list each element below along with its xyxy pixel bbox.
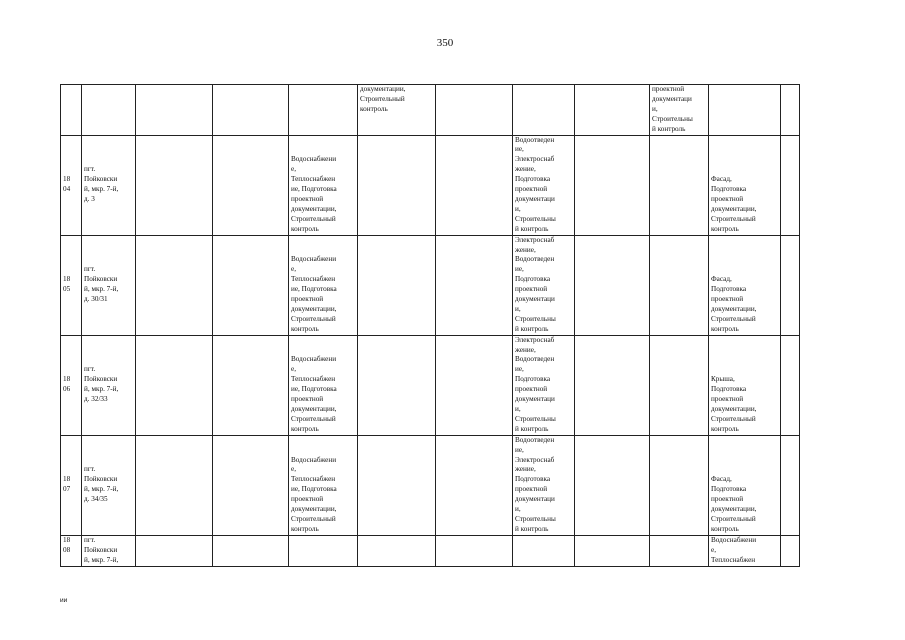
- table-cell: [781, 135, 800, 235]
- table-cell: [436, 85, 513, 136]
- table-cell: [781, 235, 800, 335]
- table-cell: [650, 435, 709, 535]
- table-cell: [213, 335, 289, 435]
- table-row: [61, 335, 800, 435]
- table-cell: [513, 535, 575, 566]
- address-cell: пгт. Пойковски й, мкр. 7-й, д. 32/33: [82, 335, 136, 435]
- row-number: 18 05: [61, 235, 82, 335]
- table-cell: [436, 135, 513, 235]
- table-cell: [213, 235, 289, 335]
- row-number: 18 07: [61, 435, 82, 535]
- table-cell: [781, 535, 800, 566]
- works-cell: Водоотведен ие, Электроснаб жение, Подготовка проектной документаци и, Строительны й контроль: [513, 435, 575, 535]
- table-cell: [136, 535, 213, 566]
- works-cell: Фасад, Подготовка проектной документации, Строительный контроль: [709, 135, 781, 235]
- works-cell: Фасад, Подготовка проектной документации, Строительный контроль: [709, 435, 781, 535]
- table-row: [61, 235, 800, 335]
- table-cell: [213, 435, 289, 535]
- table-cell: [436, 535, 513, 566]
- address-cell: пгт. Пойковски й, мкр. 7-й, д. 34/35: [82, 435, 136, 535]
- page-number: 350: [436, 37, 454, 49]
- table-cell: [575, 535, 650, 566]
- table-cell: [650, 535, 709, 566]
- table-cell: [358, 535, 436, 566]
- works-cell: Фасад, Подготовка проектной документации, Строительный контроль: [709, 235, 781, 335]
- works-cell: Водоснабжени е, Теплоснабжен: [709, 535, 781, 566]
- row-number: 18 06: [61, 335, 82, 435]
- table-cell: [650, 335, 709, 435]
- table-cell: [289, 85, 358, 136]
- table-cell: [213, 135, 289, 235]
- works-cell: Водоснабжени е, Теплоснабжен ие, Подготовка проектной документации, Строительный контроль: [289, 435, 358, 535]
- table-row: [61, 135, 800, 235]
- address-cell: пгт. Пойковски й, мкр. 7-й, д. 30/31: [82, 235, 136, 335]
- table-cell: [358, 335, 436, 435]
- table-row: [61, 85, 800, 136]
- table-cell: проектной документаци и, Строительны й контроль: [650, 85, 709, 136]
- table-cell: [136, 335, 213, 435]
- table-cell: [136, 235, 213, 335]
- table-cell: [436, 435, 513, 535]
- table-cell: [136, 435, 213, 535]
- works-cell: Крыша, Подготовка проектной документации, Строительный контроль: [709, 335, 781, 435]
- table-cell: [358, 235, 436, 335]
- table-cell: [436, 235, 513, 335]
- table-cell: [781, 335, 800, 435]
- table-cell: [136, 85, 213, 136]
- table-cell: [575, 85, 650, 136]
- table-cell: [213, 535, 289, 566]
- table-cell: [575, 435, 650, 535]
- table-cell: [709, 85, 781, 136]
- table-cell: [650, 235, 709, 335]
- table-cell: [436, 335, 513, 435]
- works-cell: Водоснабжени е, Теплоснабжен ие, Подготовка проектной документации, Строительный контроль: [289, 335, 358, 435]
- works-cell: Электроснаб жение, Водоотведен ие, Подготовка проектной документаци и, Строительны й контроль: [513, 235, 575, 335]
- works-cell: Водоснабжени е, Теплоснабжен ие, Подготовка проектной документации, Строительный контроль: [289, 135, 358, 235]
- table-cell: [82, 85, 136, 136]
- row-number: 18 08: [61, 535, 82, 566]
- table-cell: [136, 135, 213, 235]
- repair-schedule-table: [60, 84, 800, 567]
- table-cell: [650, 135, 709, 235]
- table-cell: [575, 335, 650, 435]
- table-row: [61, 535, 800, 566]
- table-cell: [513, 85, 575, 136]
- works-cell: Водоотведен ие, Электроснаб жение, Подготовка проектной документаци и, Строительны й контроль: [513, 135, 575, 235]
- address-cell: пгт. Пойковски й, мкр. 7-й,: [82, 535, 136, 566]
- table-cell: [781, 435, 800, 535]
- works-cell: Электроснаб жение, Водоотведен ие, Подготовка проектной документаци и, Строительны й контроль: [513, 335, 575, 435]
- address-cell: пгт. Пойковски й, мкр. 7-й, д. 3: [82, 135, 136, 235]
- table-row: [61, 435, 800, 535]
- row-number: 18 04: [61, 135, 82, 235]
- table-cell: [61, 85, 82, 136]
- table-cell: [781, 85, 800, 136]
- table-cell: [358, 435, 436, 535]
- table-cell: [358, 135, 436, 235]
- table-cell: [289, 535, 358, 566]
- table-cell: [575, 135, 650, 235]
- table-cell: [575, 235, 650, 335]
- table-cell: [213, 85, 289, 136]
- table-cell: документации, Строительный контроль: [358, 85, 436, 136]
- footer-mark: ии: [60, 597, 68, 604]
- works-cell: Водоснабжени е, Теплоснабжен ие, Подготовка проектной документации, Строительный контроль: [289, 235, 358, 335]
